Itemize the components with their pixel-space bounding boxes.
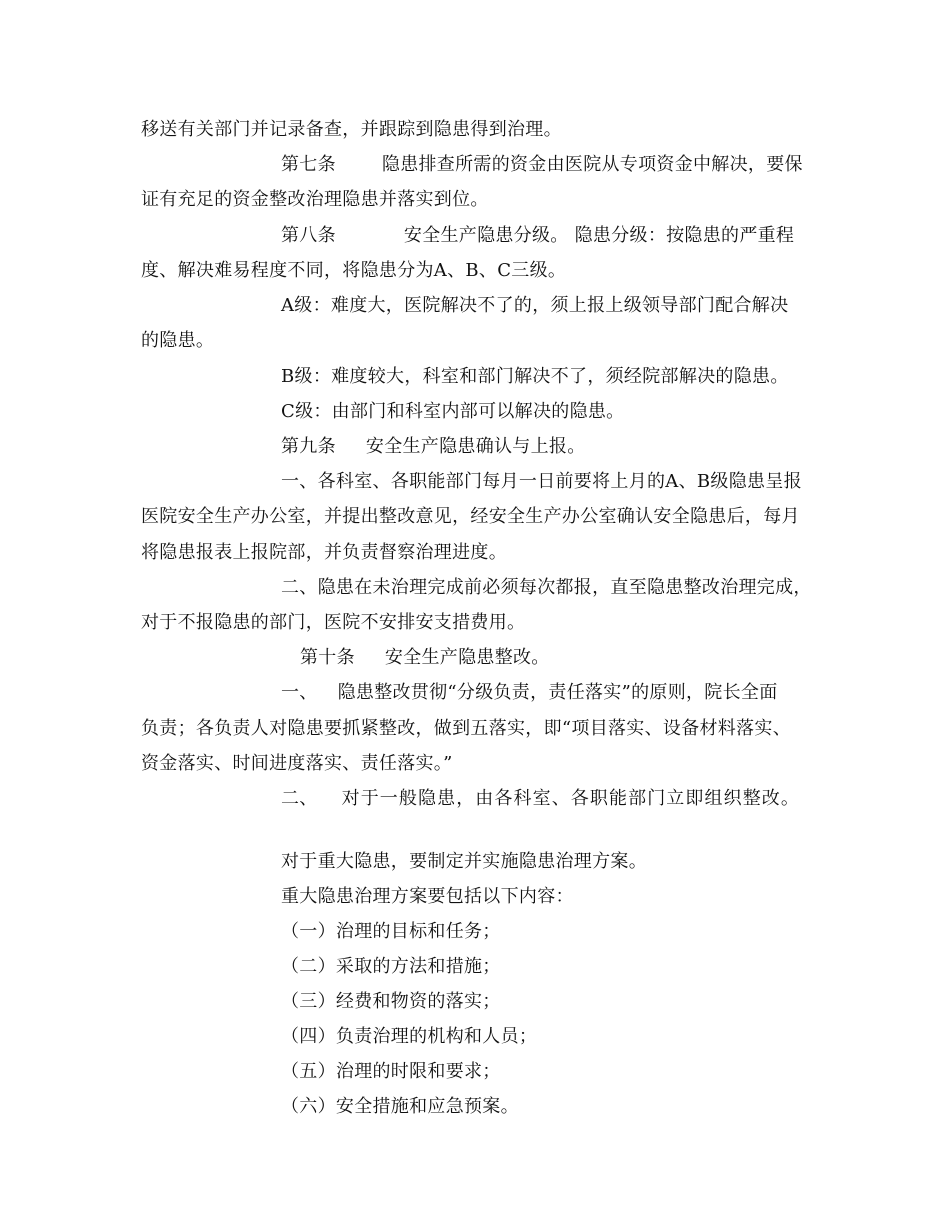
article-9-line [281, 435, 586, 459]
paragraph-line: 移送有关部门并记录备查，并跟踪到隐患得到治理。 [141, 119, 562, 140]
article-10-item-1-line [281, 681, 778, 705]
item-number: 二、 [281, 788, 318, 809]
paragraph-line: 对于不报隐患的部门，医院不安排安支措费用。 [141, 612, 526, 633]
list-item: （一）治理的目标和任务； [281, 921, 501, 942]
paragraph-line: 度、解决难易程度不同，将隐患分为A、B、C三级。 [141, 260, 567, 281]
grade-b-line: B级：难度较大，科室和部门解决不了，须经院部解决的隐患。 [281, 366, 789, 387]
article-7-line [281, 153, 803, 177]
paragraph-line: 二、隐患在未治理完成前必须每次都报，直至隐患整改治理完成， [281, 577, 812, 598]
article-10-line [300, 646, 550, 670]
paragraph-line: 的隐患。 [141, 330, 215, 351]
paragraph-line: 将隐患报表上报院部，并负责督察治理进度。 [141, 542, 507, 563]
list-item: （四）负责治理的机构和人员； [281, 1026, 538, 1047]
paragraph-line: 负责；各负责人对隐患要抓紧整改，做到五落实，即“项目落实、设备材料落实、 [141, 718, 791, 739]
paragraph-line: 医院安全生产办公室，并提出整改意见，经安全生产办公室确认安全隐患后，每月 [141, 506, 800, 527]
list-item: （二）采取的方法和措施； [281, 956, 501, 977]
paragraph-line: 资金落实、时间进度落实、责任落实。” [141, 753, 453, 774]
article-9-label: 第九条 [281, 436, 336, 457]
grade-c-line: C级：由部门和科室内部可以解决的隐患。 [281, 401, 625, 422]
article-10-item-2-line [281, 787, 800, 811]
article-7-text: 隐患排查所需的资金由医院从专项资金中解决，要保 [381, 154, 803, 175]
article-8-text: 安全生产隐患分级。 隐患分级：按隐患的严重程 [403, 225, 795, 246]
article-8-line [281, 224, 794, 248]
paragraph-line: 证有充足的资金整改治理隐患并落实到位。 [141, 189, 489, 210]
item-number: 一、 [281, 682, 318, 703]
grade-a-line: A级：难度大，医院解决不了的，须上报上级领导部门配合解决 [281, 295, 789, 316]
item-text: 隐患整改贯彻“分级负责，责任落实”的原则，院长全面 [337, 682, 778, 703]
article-9-title: 安全生产隐患确认与上报。 [365, 436, 586, 457]
article-10-label: 第十条 [300, 647, 355, 668]
article-7-label: 第七条 [281, 154, 336, 175]
list-item: （六）安全措施和应急预案。 [281, 1096, 519, 1117]
article-10-title: 安全生产隐患整改。 [384, 647, 550, 668]
article-8-label: 第八条 [281, 225, 336, 246]
list-item: （三）经费和物资的落实； [281, 991, 501, 1012]
paragraph-line: 一、各科室、各职能部门每月一日前要将上月的A、B级隐患呈报 [281, 471, 802, 492]
paragraph-line: 重大隐患治理方案要包括以下内容： [281, 886, 574, 907]
list-item: （五）治理的时限和要求； [281, 1061, 501, 1082]
item-text: 对于一般隐患，由各科室、各职能部门立即组织整改。 [341, 788, 801, 809]
paragraph-line: 对于重大隐患，要制定并实施隐患治理方案。 [281, 851, 647, 872]
